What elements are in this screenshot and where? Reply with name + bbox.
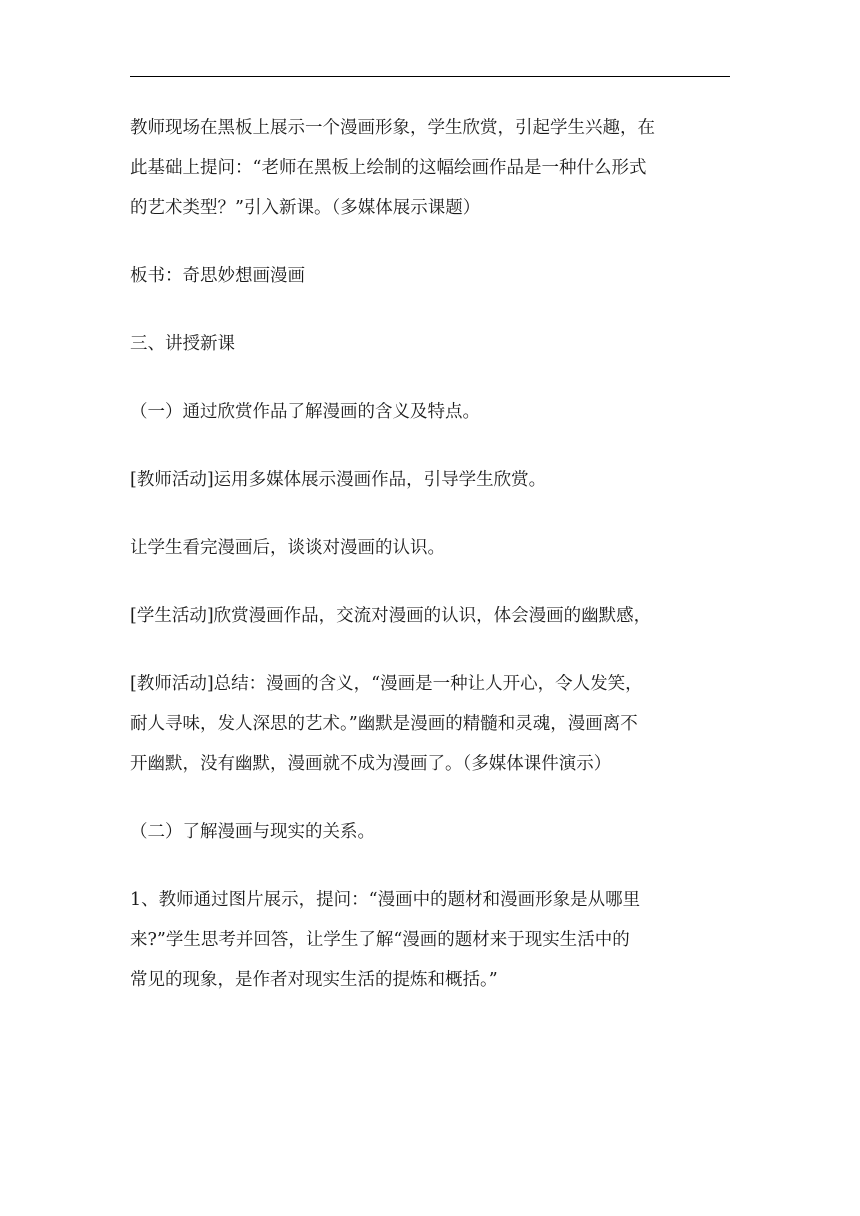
text-line: （二）了解漫画与现实的关系。 <box>130 822 375 842</box>
student-activity-paragraph <box>130 596 740 636</box>
text-line: [教师活动]总结：漫画的含义，“漫画是一种让人开心，令人发笑， <box>130 674 643 694</box>
text-line: 让学生看完漫画后，谈谈对漫画的认识。 <box>130 538 445 558</box>
text-line: [学生活动]欣赏漫画作品，交流对漫画的认识，体会漫画的幽默感， <box>130 606 652 626</box>
text-line: 1、教师通过图片展示，提问：“漫画中的题材和漫画形象是从哪里 <box>130 890 641 910</box>
text-line: 的艺术类型？”引入新课。（多媒体展示课题） <box>130 198 481 218</box>
teacher-summary-paragraph <box>130 664 740 784</box>
subsection-heading-2 <box>130 812 740 852</box>
text-line: 教师现场在黑板上展示一个漫画形象，学生欣赏，引起学生兴趣，在 <box>130 118 655 138</box>
text-line: 来?”学生思考并回答，让学生了解“漫画的题材来于现实生活中的 <box>130 930 630 950</box>
text-line: [教师活动]运用多媒体展示漫画作品，引导学生欣赏。 <box>130 470 547 490</box>
document-body <box>130 108 740 1000</box>
text-line: 常见的现象，是作者对现实生活的提炼和概括。” <box>130 970 498 990</box>
discussion-paragraph <box>130 528 740 568</box>
text-line: 耐人寻味，发人深思的艺术。”幽默是漫画的精髓和灵魂，漫画离不 <box>130 714 638 734</box>
text-line: （一）通过欣赏作品了解漫画的含义及特点。 <box>130 402 480 422</box>
numbered-item-paragraph <box>130 880 740 1000</box>
text-line: 三、讲授新课 <box>130 334 235 354</box>
text-line: 板书：奇思妙想画漫画 <box>130 266 305 286</box>
header-rule <box>130 76 730 77</box>
text-line: 开幽默，没有幽默，漫画就不成为漫画了。（多媒体课件演示） <box>130 754 612 774</box>
teacher-activity-paragraph <box>130 460 740 500</box>
intro-paragraph <box>130 108 740 228</box>
board-title-paragraph <box>130 256 740 296</box>
section-heading <box>130 324 740 364</box>
text-line: 此基础上提问：“老师在黑板上绘制的这幅绘画作品是一种什么形式 <box>130 158 647 178</box>
subsection-heading-1 <box>130 392 740 432</box>
